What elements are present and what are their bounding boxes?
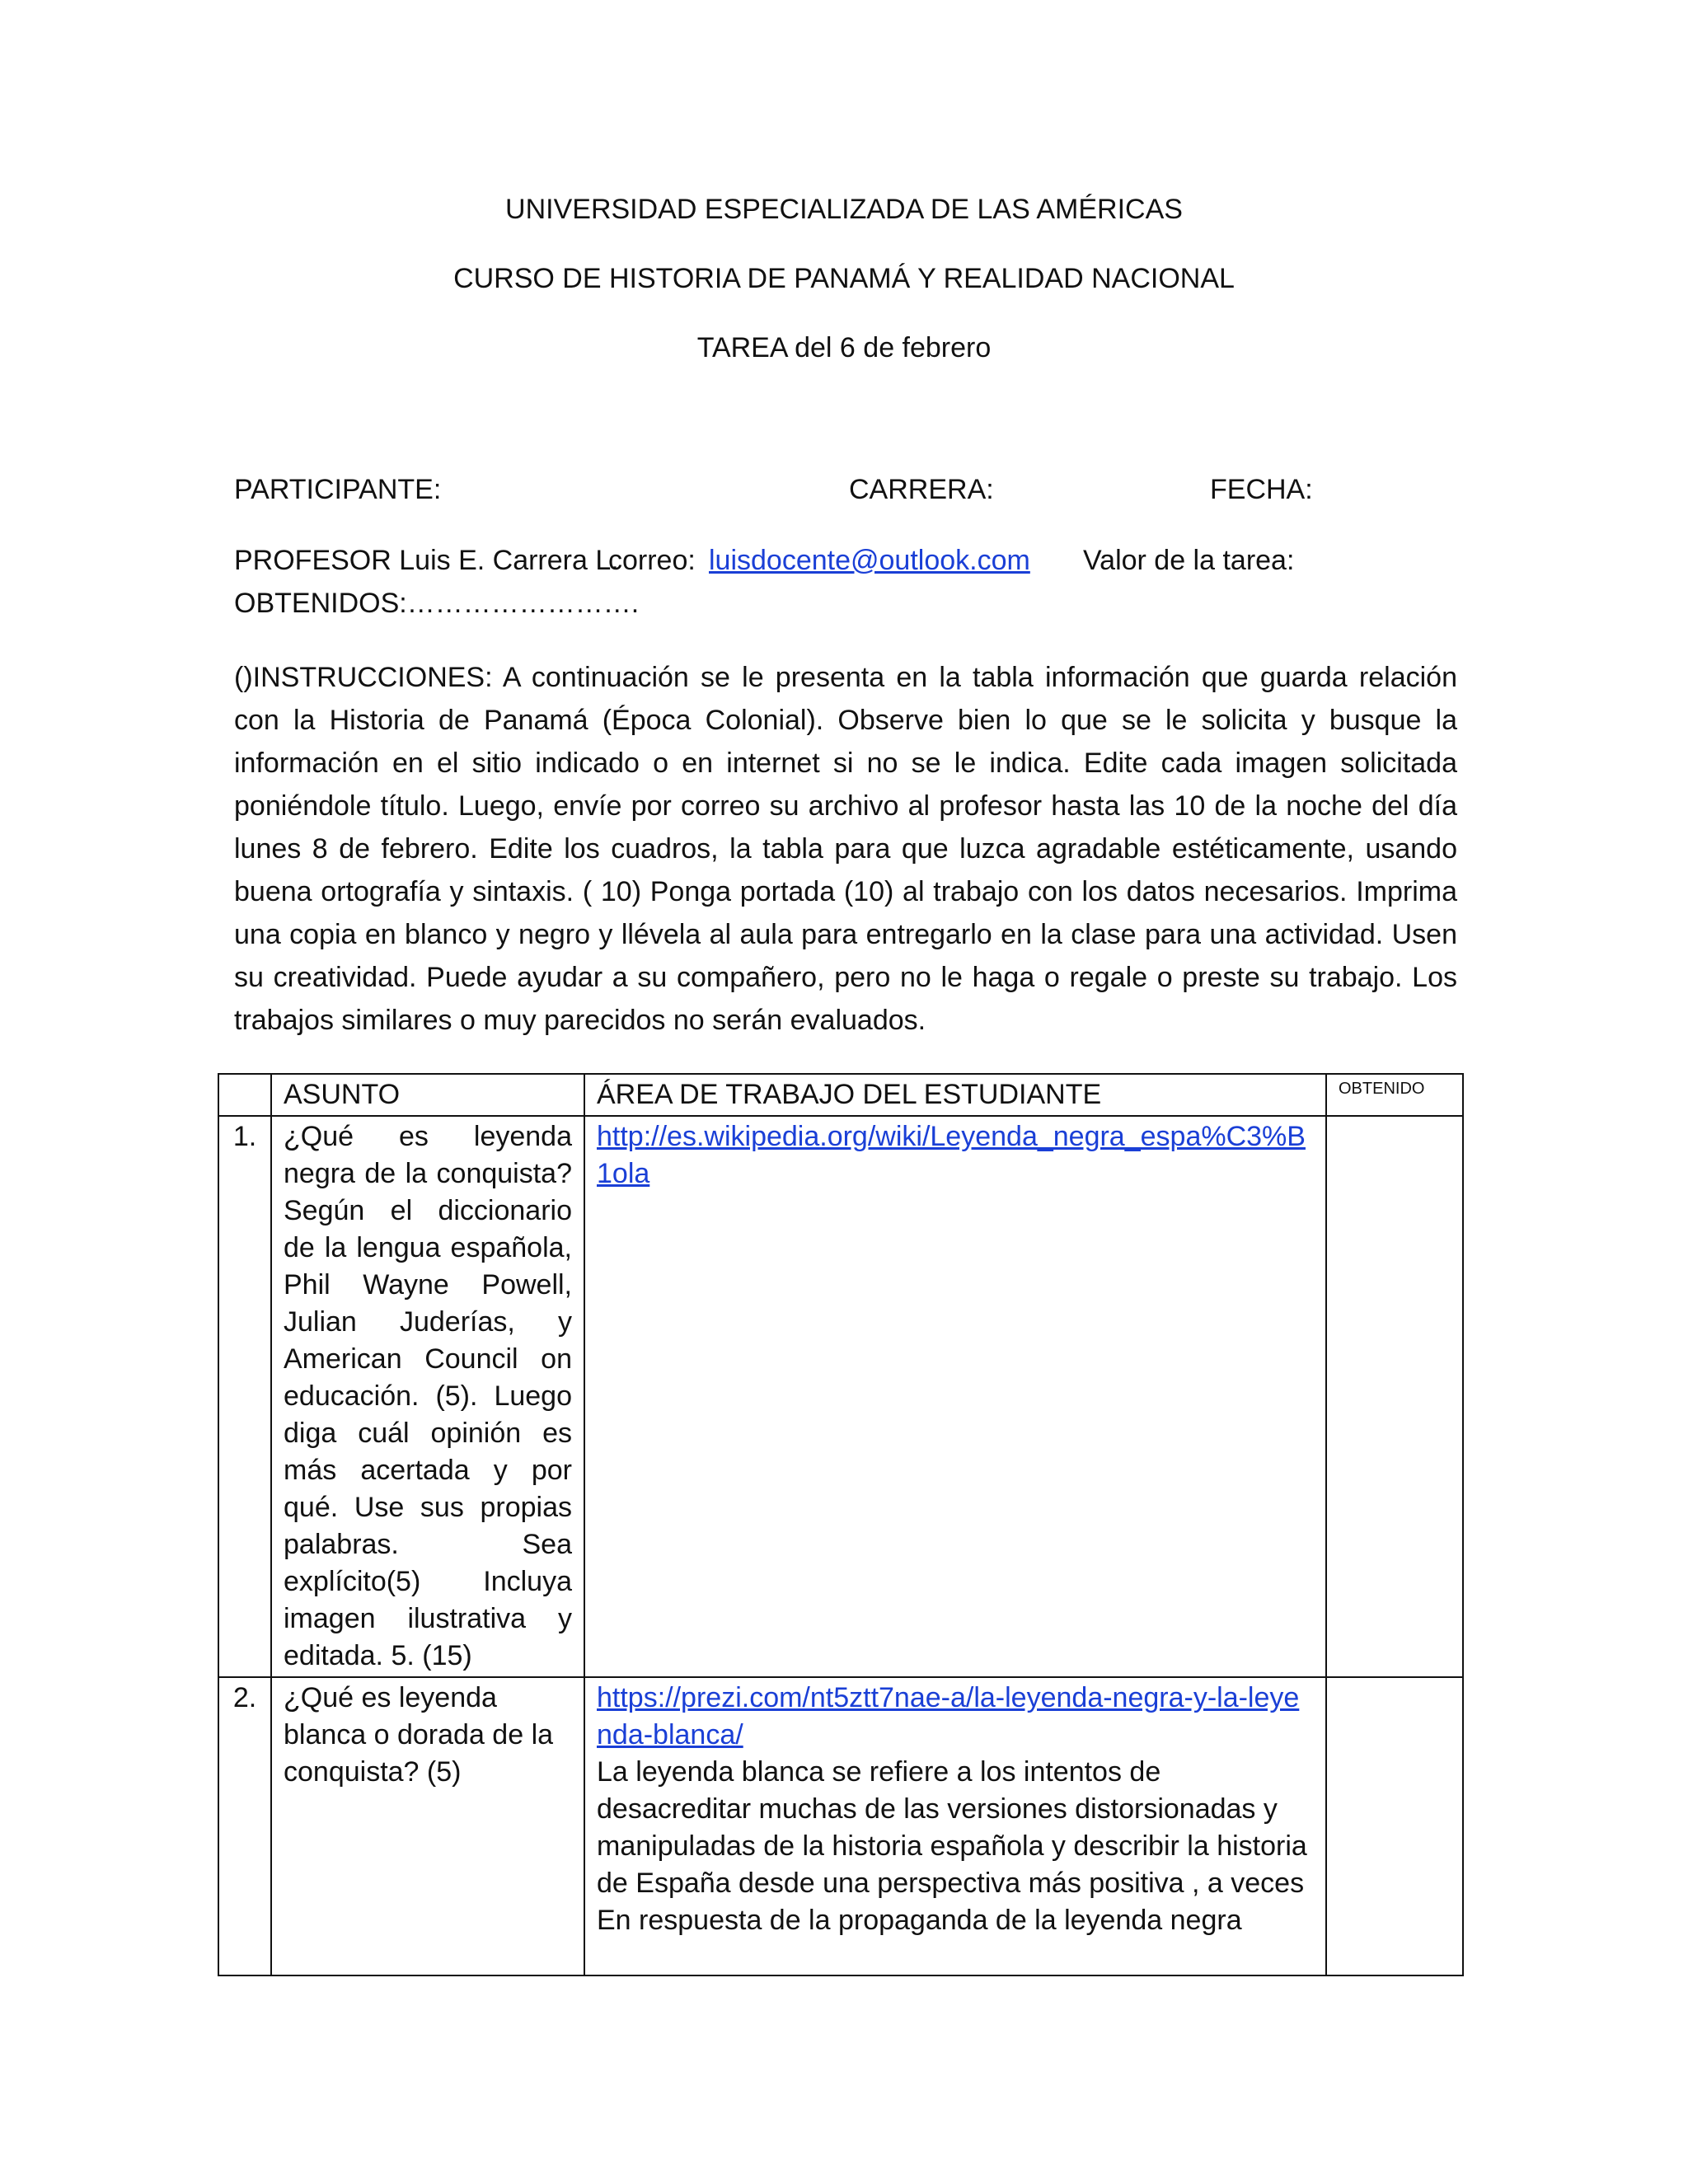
wikipedia-link[interactable]: http://es.wikipedia.org/wiki/Leyenda_negra_espa%C3%B1ola: [597, 1121, 1306, 1189]
email-link[interactable]: luisdocente@outlook.com: [709, 545, 1030, 576]
row-topic-cell: ¿Qué es leyenda blanca o dorada de la conquista? (5): [271, 1677, 584, 1975]
professor-label: PROFESOR Luis E. Carrera L.: [234, 545, 619, 576]
row-work-text[interactable]: La leyenda blanca se refiere a los intentos de desacreditar muchas de las versiones distorsionadas y manipuladas de la historia española y describir la historia de España desde una perspectiva más positiva , a veces En respuesta de la propaganda de la leyenda negra: [597, 1756, 1307, 1936]
task-value-label: Valor de la tarea:: [1083, 545, 1295, 576]
email-label: correo:: [608, 545, 696, 576]
prezi-link[interactable]: https://prezi.com/nt5ztt7nae-a/la-leyenda-negra-y-la-leyenda-blanca/: [597, 1682, 1300, 1750]
header-number-cell: [218, 1074, 271, 1116]
instructions-paragraph: ()INSTRUCCIONES: A continuación se le presenta en la tabla información que guarda relación con la Historia de Panamá (Época Colonial). Observe bien lo que se le solicita y busque la información en el sitio indicado o en internet si no se le indica. Edite cada imagen solicitada poniéndole título. Luego, envíe por correo su archivo al profesor hasta las 10 de la noche del día lunes 8 de febrero. Edite los cuadros, la tabla para que luzca agradable estéticamente, usando buena ortografía y sintaxis. ( 10) Ponga portada (10) al trabajo con los datos necesarios. Imprima una copia en blanco y negro y llévela al aula para entregarlo en la clase para una actividad. Usen su creatividad. Puede ayudar a su compañero, pero no le haga o regale o preste su trabajo. Los trabajos similares o muy parecidos no serán evaluados.: [234, 662, 1457, 1036]
row-work-cell[interactable]: [584, 1677, 1326, 1975]
table-row: [218, 1116, 1463, 1677]
header-obtained-cell: OBTENIDO: [1326, 1074, 1463, 1116]
course-title: CURSO DE HISTORIA DE PANAMÁ Y REALIDAD NACIONAL: [453, 263, 1235, 294]
date-label: FECHA:: [1210, 474, 1313, 505]
row-number-cell: 2.: [218, 1677, 271, 1975]
header-work-cell: ÁREA DE TRABAJO DEL ESTUDIANTE: [584, 1074, 1326, 1116]
header-topic-cell: ASUNTO: [271, 1074, 584, 1116]
university-title: UNIVERSIDAD ESPECIALIZADA DE LAS AMÉRICAS: [505, 194, 1183, 225]
obtained-label: OBTENIDOS:…………………….: [234, 588, 640, 619]
assignment-title: TAREA del 6 de febrero: [696, 332, 992, 363]
participant-label: PARTICIPANTE:: [234, 474, 442, 505]
assignment-table: [218, 1073, 1464, 1976]
row-work-cell[interactable]: [584, 1116, 1326, 1677]
table-row: [218, 1677, 1463, 1975]
row-obtained-cell[interactable]: [1326, 1677, 1463, 1975]
career-label: CARRERA:: [849, 474, 994, 505]
row-topic-cell: ¿Qué es leyenda negra de la conquista? Según el diccionario de la lengua española, Phil Wayne Powell, Julian Juderías, y American Council on educación. (5). Luego diga cuál opinión es más acertada y por qué. Use sus propias palabras. Sea explícito(5) Incluya imagen ilustrativa y editada. 5. (15): [271, 1116, 584, 1677]
table-header-row: [218, 1074, 1463, 1116]
row-number-cell: 1.: [218, 1116, 271, 1677]
row-obtained-cell[interactable]: [1326, 1116, 1463, 1677]
